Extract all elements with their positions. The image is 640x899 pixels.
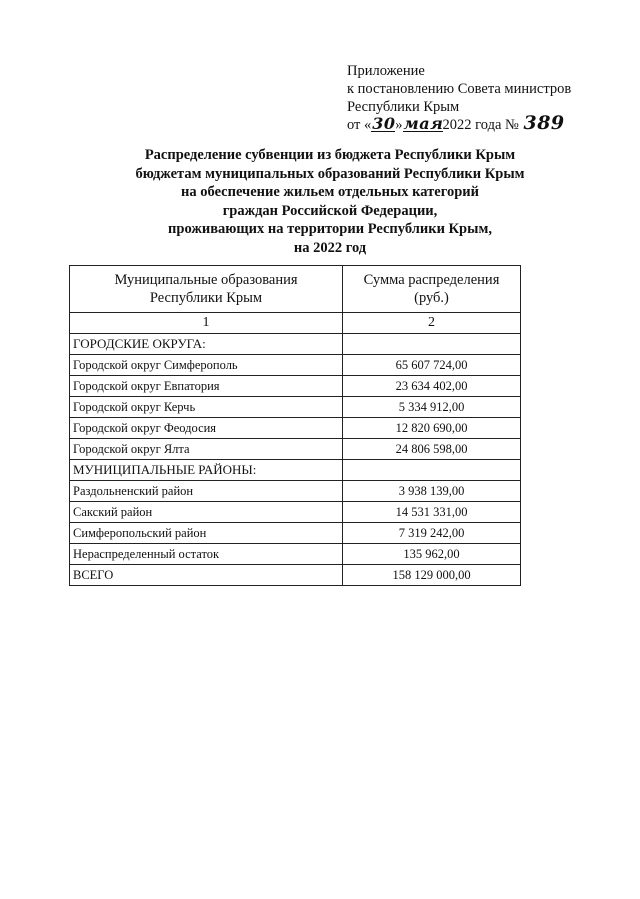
appendix-line-2: к постановлению Совета министров <box>347 81 572 97</box>
table-row <box>70 481 521 502</box>
column-number-row <box>70 313 521 334</box>
row-amount: 135 962,00 <box>343 544 521 565</box>
row-municipality-name: ВСЕГО <box>70 565 343 586</box>
appendix-line-3: Республики Крым <box>347 99 460 115</box>
row-municipality-name: ГОРОДСКИЕ ОКРУГА: <box>70 334 343 355</box>
row-municipality-name: Нераспределенный остаток <box>70 544 343 565</box>
row-municipality-name: Симферопольский район <box>70 523 343 544</box>
handwritten-day: 30 <box>372 114 396 133</box>
header-amount: Сумма распределения (руб.) <box>343 266 521 313</box>
row-amount: 23 634 402,00 <box>343 376 521 397</box>
table-row <box>70 376 521 397</box>
row-amount <box>343 334 521 355</box>
table-row <box>70 544 521 565</box>
row-amount <box>343 460 521 481</box>
handwritten-month: мая <box>403 114 444 133</box>
table-row <box>70 523 521 544</box>
title-line-6: на 2022 год <box>293 239 367 256</box>
title-line-2: бюджетам муниципальных образований Республики Крым <box>135 165 525 182</box>
title-line-4: граждан Российской Федерации, <box>222 202 438 219</box>
row-municipality-name: Городской округ Феодосия <box>70 418 343 439</box>
table-row <box>70 502 521 523</box>
title-line-1: Распределение субвенции из бюджета Республики Крым <box>144 147 516 163</box>
appendix-date-line <box>347 112 637 134</box>
table-row <box>70 565 521 586</box>
row-amount: 14 531 331,00 <box>343 502 521 523</box>
table-row <box>70 334 521 355</box>
table-row <box>70 418 521 439</box>
title-line-5: проживающих на территории Республики Крым, <box>168 221 492 237</box>
row-amount: 7 319 242,00 <box>343 523 521 544</box>
document-title <box>60 146 600 257</box>
row-amount: 3 938 139,00 <box>343 481 521 502</box>
date-prefix: от « <box>347 117 372 133</box>
distribution-table <box>69 265 521 586</box>
row-municipality-name: Раздольненский район <box>70 481 343 502</box>
header-municipalities-line-2: Республики Крым <box>149 290 263 306</box>
column-number-1: 1 <box>70 313 343 334</box>
row-amount: 12 820 690,00 <box>343 418 521 439</box>
date-mid: » <box>395 117 403 133</box>
row-municipality-name: Городской округ Евпатория <box>70 376 343 397</box>
appendix-block <box>347 62 637 134</box>
table-header-row <box>70 266 521 313</box>
row-amount: 158 129 000,00 <box>343 565 521 586</box>
table-row <box>70 355 521 376</box>
date-year-text: 2022 года № <box>442 117 519 133</box>
header-municipalities-line-1: Муниципальные образования <box>114 272 298 288</box>
header-municipalities <box>70 266 343 313</box>
row-municipality-name: Городской округ Керчь <box>70 397 343 418</box>
column-number-2: 2 <box>343 313 521 334</box>
table-row <box>70 460 521 481</box>
title-line-3: на обеспечение жильем отдельных категорий <box>181 184 479 200</box>
handwritten-doc-number: 389 <box>523 112 565 134</box>
row-municipality-name: Городской округ Симферополь <box>70 355 343 376</box>
row-amount: 65 607 724,00 <box>343 355 521 376</box>
row-municipality-name: МУНИЦИПАЛЬНЫЕ РАЙОНЫ: <box>70 460 343 481</box>
row-municipality-name: Городской округ Ялта <box>70 439 343 460</box>
table-row <box>70 397 521 418</box>
appendix-line-1: Приложение <box>347 63 425 79</box>
row-amount: 5 334 912,00 <box>343 397 521 418</box>
row-amount: 24 806 598,00 <box>343 439 521 460</box>
table-row <box>70 439 521 460</box>
row-municipality-name: Сакский район <box>70 502 343 523</box>
